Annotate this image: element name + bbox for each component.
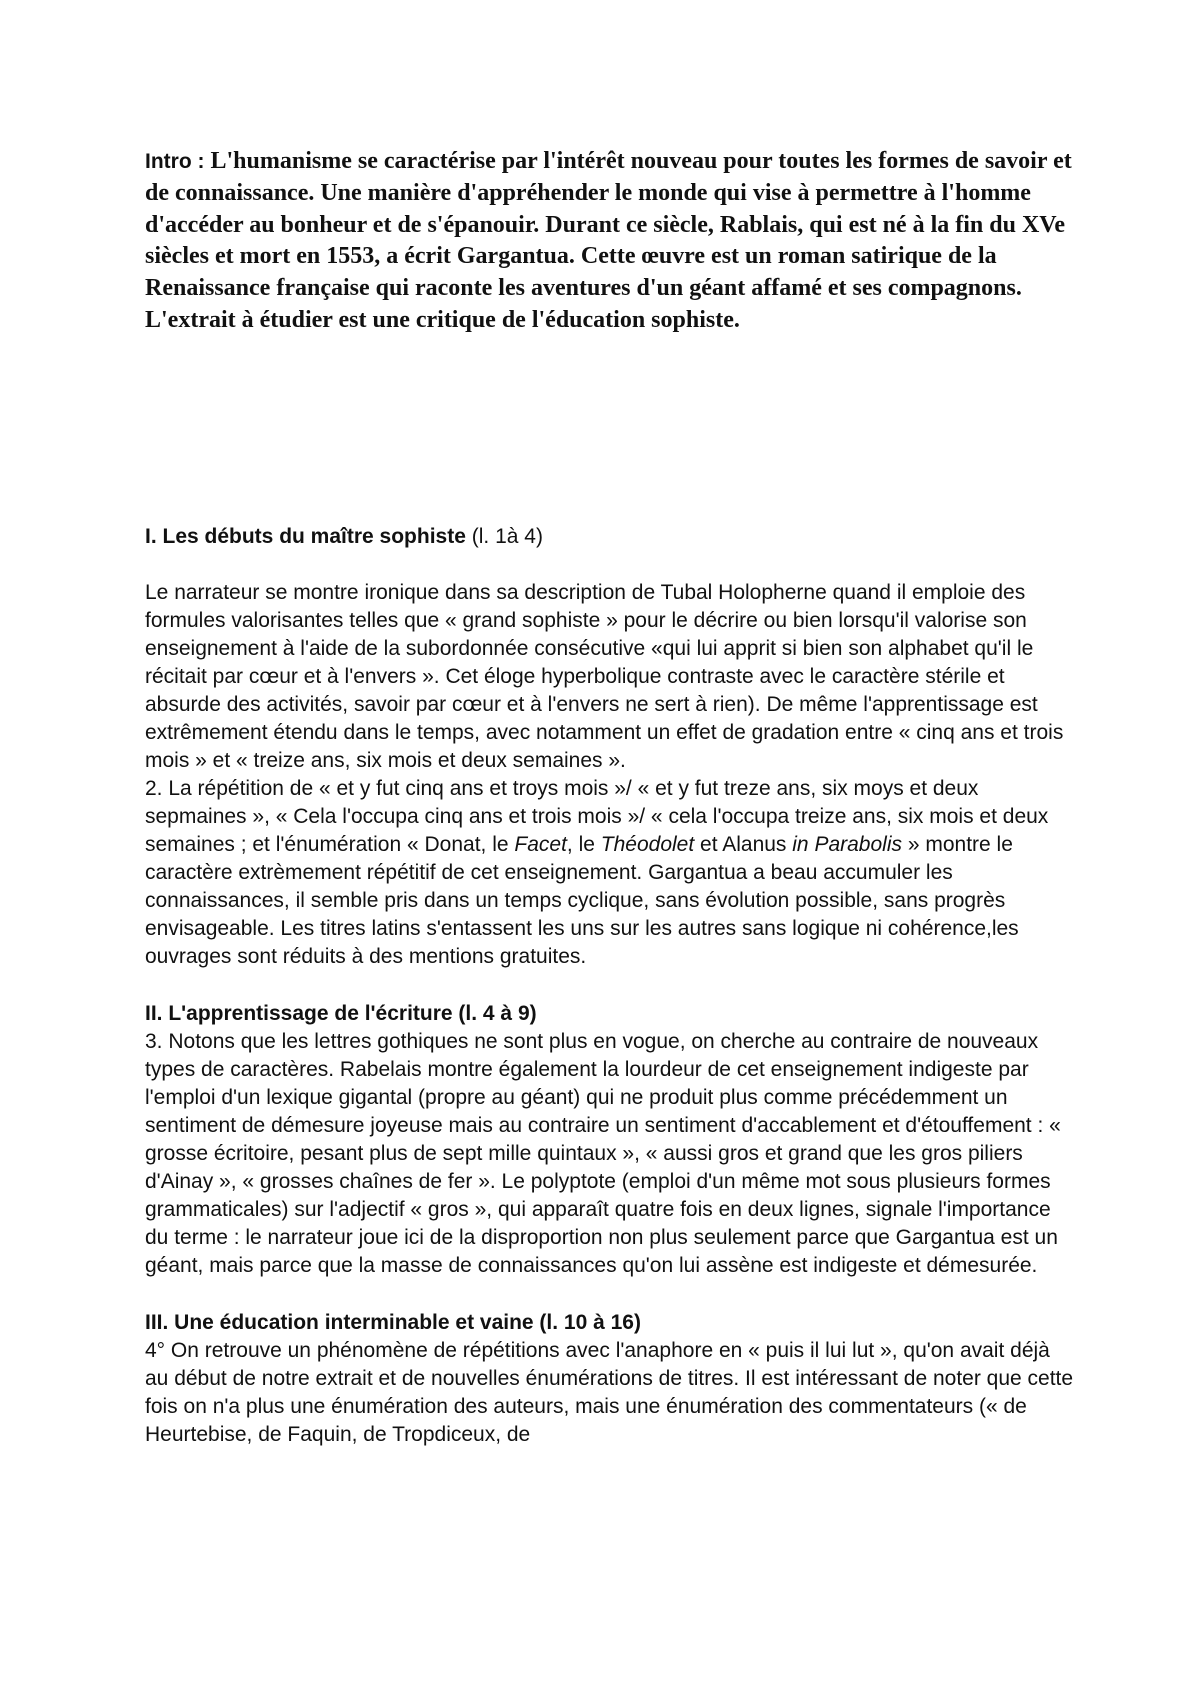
section-1-paragraph-2-part-b: , le [566,832,601,856]
intro-text: L'humanisme se caractérise par l'intérêt nouveau pour toutes les formes de savoir et de connaissance. Une manière d'appréhender le monde qui vise à permettre à l'homme d'accéder au bonheur et de s'épanouir. Durant ce siècle, Rablais, qui est né à la fin du XVe siècles et mort en 1553, a écrit Gargantua. Cette œuvre est un roman satirique de la Renaissance française qui raconte les aventures d'un géant affamé et ses compagnons. L'extrait à étudier est une critique de l'éducation sophiste. [145,148,1072,333]
section-2-title: II. L'apprentissage de l'écriture (l. 4 à 9) [145,1001,537,1025]
section-1-heading [145,523,1075,551]
work-title-theodolet: Théodolet [600,832,695,856]
document-page [145,146,1075,1449]
section-2-heading [145,1000,1075,1028]
intro-paragraph [145,146,1075,337]
intro-label: Intro : [145,150,205,173]
section-3-paragraph-1: 4° On retrouve un phénomène de répétitions avec l'anaphore en « puis il lui lut », qu'on avait déjà au début de notre extrait et de nouvelles énumérations de titres. Il est intéressant de noter que cette fois on n'a plus une énumération des auteurs, mais une énumération des commentateurs (« de Heurtebise, de Faquin, de Tropdiceux, de [145,1338,1074,1446]
section-3-title: III. Une éducation interminable et vaine (l. 10 à 16) [145,1310,641,1334]
section-1-paragraph-2-part-c: et Alanus [694,832,793,856]
section-1-paragraph-2 [145,775,1075,971]
work-title-facet: Facet [514,832,567,856]
section-1-line-range: (l. 1à 4) [471,524,543,548]
section-3-heading [145,1309,1075,1337]
section-1-paragraph-2-part-d: » montre le caractère extrèmement répétitif de cet enseignement. Gargantua a beau accumuler les connaissances, il semble pris dans un temps cyclique, sans évolution possible, sans progrès envisageable. Les titres latins s'entassent les uns sur les autres sans logique ni cohérence,les ouvrages sont réduits à des mentions gratuites. [145,832,1019,968]
section-1-paragraph-2-part-a: 2. La répétition de « et y fut cinq ans et troys mois »/ « et y fut treze ans, six moys et deux sepmaines », « Cela l'occupa cinq ans et trois mois »/ « cela l'occupa treize ans, six mois et deux semaines ; et l'énumération « Donat, le [145,776,1049,856]
section-1-title: I. Les débuts du maître sophiste [145,524,466,548]
section-1-paragraph-1: Le narrateur se montre ironique dans sa description de Tubal Holopherne quand il emploie des formules valorisantes telles que « grand sophiste » pour le décrire ou bien lorsqu'il valorise son enseignement à l'aide de la subordonnée consécutive «qui lui apprit si bien son alphabet qu'il le récitait par cœur et à l'envers ». Cet éloge hyperbolique contraste avec le caractère stérile et absurde des activités, savoir par cœur et à l'envers ne sert à rien). De même l'apprentissage est extrêmement étendu dans le temps, avec notamment un effet de gradation entre « cinq ans et trois mois » et « treize ans, six mois et deux semaines ». [145,580,1064,772]
work-title-parabolis: in Parabolis [792,832,902,856]
section-2-paragraph-1: 3. Notons que les lettres gothiques ne sont plus en vogue, on cherche au contraire de nouveaux types de caractères. Rabelais montre également la lourdeur de cet enseignement indigeste par l'emploi d'un lexique gigantal (propre au géant) qui ne produit plus comme précédemment un sentiment de démesure joyeuse mais au contraire un sentiment d'accablement et d'étouffement : « grosse écritoire, pesant plus de sept mille quintaux », « aussi gros et grand que les gros piliers d'Ainay », « grosses chaînes de fer ». Le polyptote (emploi d'un même mot sous plusieurs formes grammaticales) sur l'adjectif « gros », qui apparaît quatre fois en deux lignes, signale l'importance du terme : le narrateur joue ici de la disproportion non plus seulement parce que Gargantua est un géant, mais parce que la masse de connaissances qu'on lui assène est indigeste et démesurée. [145,1029,1061,1277]
